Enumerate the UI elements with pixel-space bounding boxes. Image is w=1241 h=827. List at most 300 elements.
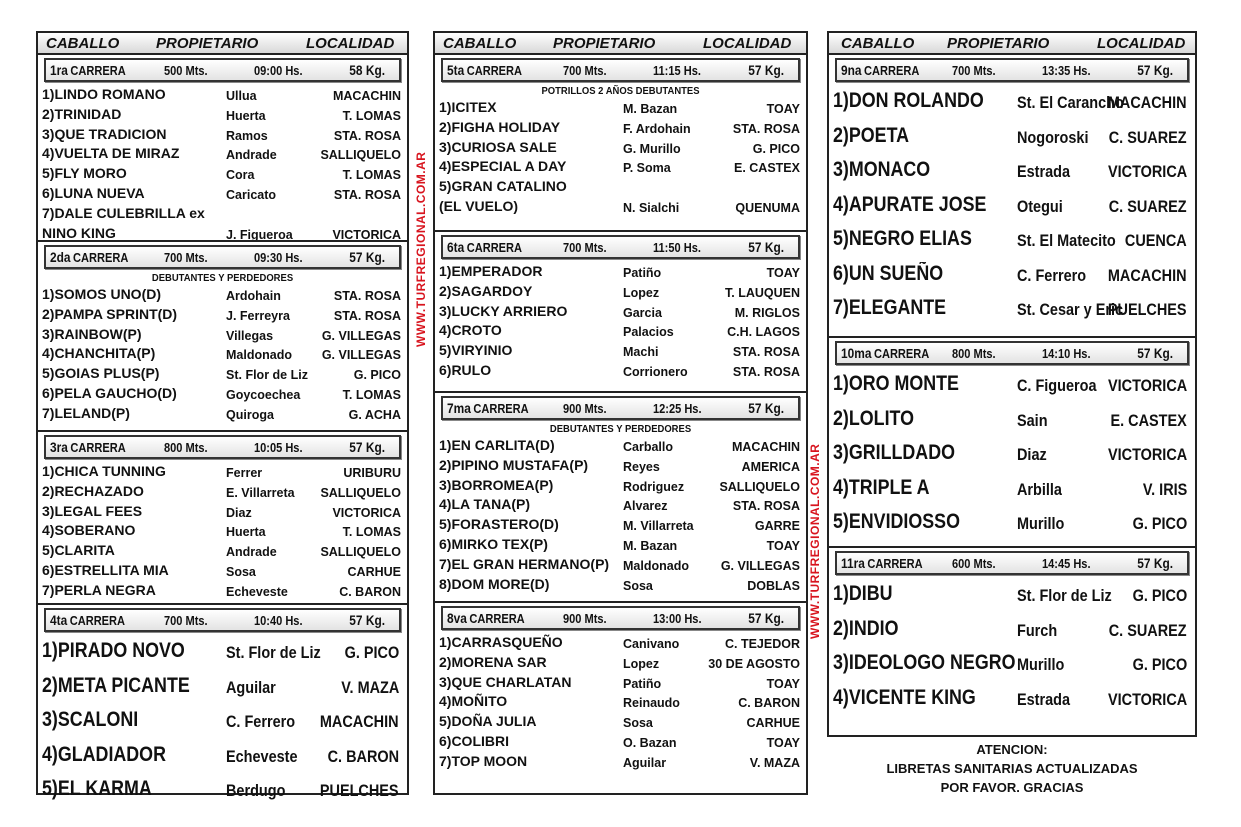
program-column-2 bbox=[433, 31, 808, 795]
horse-name: 4)APURATE JOSE bbox=[833, 192, 987, 216]
race-distance: 900 Mts. bbox=[563, 400, 607, 416]
horse-row bbox=[829, 292, 1195, 327]
horse-locality: C. SUAREZ bbox=[1109, 196, 1187, 216]
horse-row bbox=[435, 752, 806, 772]
horse-name: 4)GLADIADOR bbox=[42, 742, 166, 766]
horse-locality: VICTORICA bbox=[332, 505, 401, 520]
horse-owner: G. Murillo bbox=[623, 141, 681, 156]
horse-locality: MACACHIN bbox=[320, 712, 399, 731]
horse-locality: E. CASTEX bbox=[1110, 410, 1187, 430]
horse-row bbox=[38, 384, 407, 404]
header-caballo: CABALLO bbox=[46, 34, 120, 52]
horse-name: 3)MONACO bbox=[833, 158, 931, 181]
horse-owner: Quiroga bbox=[226, 407, 274, 422]
horse-row bbox=[38, 581, 407, 601]
horse-row bbox=[829, 368, 1195, 403]
horse-name: 3)SCALONI bbox=[42, 708, 139, 731]
horse-locality: STA. ROSA bbox=[333, 289, 401, 303]
race-distance: 700 Mts. bbox=[563, 62, 607, 78]
horse-locality: STA. ROSA bbox=[732, 499, 800, 514]
race-header bbox=[835, 341, 1189, 365]
race-distance: 800 Mts. bbox=[952, 345, 996, 361]
horse-name: 6)LUNA NUEVA bbox=[42, 184, 145, 201]
race-header bbox=[44, 245, 401, 269]
horse-locality: T. LOMAS bbox=[342, 168, 401, 183]
horse-locality: G. PICO bbox=[344, 643, 399, 662]
horse-owner: O. Bazan bbox=[623, 735, 677, 750]
horse-row bbox=[38, 670, 407, 705]
horse-locality: TOAY bbox=[766, 102, 800, 116]
race-number bbox=[50, 439, 126, 456]
horse-owner: Andrade bbox=[226, 545, 277, 560]
horse-owner: Carballo bbox=[623, 440, 674, 454]
horse-row bbox=[38, 85, 407, 105]
race-distance: 700 Mts. bbox=[952, 62, 996, 78]
horse-locality: G. PICO bbox=[752, 141, 800, 156]
horse-locality: TOAY bbox=[766, 538, 800, 553]
footer-line-2: LIBRETAS SANITARIAS ACTUALIZADAS bbox=[886, 761, 1138, 776]
horse-name: 1)ORO MONTE bbox=[833, 372, 959, 395]
race-time: 14:10 Hs. bbox=[1042, 345, 1091, 361]
horse-owner: Canivano bbox=[623, 637, 680, 651]
horse-owner: Maldonado bbox=[226, 348, 292, 363]
horse-name: 1)DIBU bbox=[833, 582, 893, 605]
race-weight: 57 Kg. bbox=[748, 400, 784, 416]
horse-name: 5)VIRYINIO bbox=[439, 342, 513, 359]
horse-name: 2)MORENA SAR bbox=[439, 653, 547, 670]
horse-owner: St. El Matecito bbox=[1017, 231, 1116, 250]
race-distance: 800 Mts. bbox=[164, 439, 208, 455]
horse-row bbox=[435, 575, 806, 595]
horse-name: 4)CHANCHITA(P) bbox=[42, 345, 156, 362]
race-time: 11:50 Hs. bbox=[653, 239, 701, 255]
horse-locality: CARHUE bbox=[347, 564, 401, 579]
horse-locality: PUELCHES bbox=[320, 781, 399, 800]
horse-name: 2)PAMPA SPRINT(D) bbox=[42, 305, 178, 322]
race-ordinal: 8va bbox=[447, 609, 467, 626]
program-column-1 bbox=[36, 31, 409, 800]
horse-name: 3)BORROMEA(P) bbox=[439, 476, 554, 493]
horse-owner: Villegas bbox=[226, 328, 274, 343]
horse-row bbox=[38, 404, 407, 424]
race-time: 09:30 Hs. bbox=[254, 249, 303, 265]
horse-row bbox=[38, 635, 407, 670]
horse-row bbox=[435, 712, 806, 732]
horse-locality: G. PICO bbox=[353, 368, 401, 383]
race-number bbox=[447, 62, 522, 79]
horse-locality: G. PICO bbox=[1132, 514, 1187, 533]
horse-name: 4)LA TANA(P) bbox=[439, 496, 530, 513]
race-time: 10:05 Hs. bbox=[254, 439, 303, 455]
horse-name: 2)PIPINO MUSTAFA(P) bbox=[439, 456, 589, 473]
horse-locality: MACACHIN bbox=[1108, 265, 1187, 285]
horse-owner: St. Flor de Liz bbox=[226, 368, 308, 383]
horse-name: 1)ICITEX bbox=[439, 99, 497, 115]
horse-locality: PUELCHES bbox=[1108, 300, 1187, 319]
horse-name: 5)ENVIDIOSSO bbox=[833, 510, 960, 533]
horse-row bbox=[829, 258, 1195, 293]
race-weight: 57 Kg. bbox=[349, 249, 385, 265]
race-number bbox=[841, 345, 929, 362]
race-ordinal: 4ta bbox=[50, 611, 68, 628]
horse-row bbox=[38, 482, 407, 502]
horse-row bbox=[435, 98, 806, 118]
horse-name: 1)CARRASQUEÑO bbox=[439, 634, 563, 650]
horse-name: 7)ELEGANTE bbox=[833, 296, 947, 319]
horse-name: 2)INDIO bbox=[833, 616, 899, 640]
horse-row bbox=[435, 118, 806, 138]
horse-owner: Andrade bbox=[226, 148, 277, 163]
horse-row bbox=[435, 692, 806, 712]
race-header bbox=[44, 608, 401, 632]
horse-locality: QUENUMA bbox=[735, 200, 800, 215]
horse-owner: Aguilar bbox=[226, 677, 276, 697]
column-header bbox=[829, 33, 1195, 55]
horse-owner: Sosa bbox=[623, 716, 653, 731]
race-header bbox=[441, 396, 800, 420]
horse-owner: Diaz bbox=[1017, 445, 1047, 464]
horse-locality: STA. ROSA bbox=[732, 364, 800, 379]
race-block bbox=[829, 336, 1195, 546]
horse-owner: St. Flor de Liz bbox=[1017, 586, 1112, 605]
horse-name: 4)MOÑITO bbox=[439, 693, 508, 710]
horse-row bbox=[435, 535, 806, 555]
horse-row bbox=[829, 403, 1195, 438]
horse-name: 1)EMPERADOR bbox=[439, 263, 543, 279]
horse-locality: G. VILLEGAS bbox=[720, 558, 800, 573]
horse-owner: Aguilar bbox=[623, 755, 667, 770]
horse-locality: STA. ROSA bbox=[732, 121, 800, 136]
horse-locality: T. LOMAS bbox=[342, 525, 401, 540]
race-label: CARRERA bbox=[473, 400, 529, 416]
horse-owner: Reyes bbox=[623, 459, 660, 474]
horse-name: 6)ESTRELLITA MIA bbox=[42, 561, 169, 578]
horse-locality: VICTORICA bbox=[1107, 376, 1187, 395]
horse-name: 7)TOP MOON bbox=[439, 752, 528, 769]
horse-owner: Sosa bbox=[226, 564, 256, 579]
horse-name: 2)SAGARDOY bbox=[439, 282, 533, 299]
horse-locality: C. BARON bbox=[327, 746, 399, 766]
race-weight: 57 Kg. bbox=[1137, 555, 1173, 571]
race-ordinal: 10ma bbox=[841, 344, 872, 361]
race-weight: 57 Kg. bbox=[349, 612, 385, 628]
horse-name: 4)VICENTE KING bbox=[833, 685, 976, 709]
horse-owner: C. Ferrero bbox=[226, 712, 296, 731]
horse-name: (EL VUELO) bbox=[439, 197, 519, 214]
race-header bbox=[441, 58, 800, 82]
horse-owner: Huerta bbox=[226, 525, 266, 540]
horse-name: 4)CROTO bbox=[439, 322, 502, 339]
horse-name: 4)TRIPLE A bbox=[833, 475, 930, 499]
footer-title: ATENCION: bbox=[976, 742, 1048, 757]
horse-owner: Nogoroski bbox=[1017, 127, 1089, 147]
race-ordinal: 5ta bbox=[447, 61, 465, 78]
race-label: CARRERA bbox=[73, 249, 129, 265]
horse-owner: St. El Carancho bbox=[1017, 93, 1124, 112]
horse-owner: Caricato bbox=[226, 187, 277, 202]
horse-row bbox=[435, 138, 806, 158]
column-header bbox=[435, 33, 806, 55]
race-label: CARRERA bbox=[867, 555, 923, 571]
horse-owner: Echeveste bbox=[226, 746, 298, 766]
horse-name: 5)FORASTERO(D) bbox=[439, 516, 559, 533]
race-header bbox=[441, 606, 800, 630]
horse-row bbox=[38, 561, 407, 581]
watermark-right: WWW.TURFREGIONAL.COM.AR bbox=[808, 443, 822, 639]
horse-owner: P. Soma bbox=[623, 161, 671, 176]
horse-owner: Alvarez bbox=[623, 499, 668, 514]
footer-line-3: POR FAVOR. GRACIAS bbox=[940, 780, 1084, 795]
horse-owner: Otegui bbox=[1017, 196, 1063, 216]
race-header bbox=[44, 435, 401, 459]
horse-owner: Ferrer bbox=[226, 466, 263, 480]
horse-owner: Murillo bbox=[1017, 655, 1065, 674]
race-label: CARRERA bbox=[69, 612, 125, 628]
horse-locality: SALLIQUELO bbox=[320, 148, 401, 163]
horse-owner: Ullua bbox=[226, 89, 257, 103]
race-label: CARRERA bbox=[70, 439, 126, 455]
horse-row bbox=[435, 197, 806, 217]
horse-locality: SALLIQUELO bbox=[320, 545, 401, 560]
race-block bbox=[435, 391, 806, 601]
horse-name: 1)LINDO ROMANO bbox=[42, 86, 166, 102]
race-weight: 57 Kg. bbox=[748, 239, 784, 255]
race-block bbox=[435, 230, 806, 391]
horse-owner: J. Figueroa bbox=[226, 227, 293, 242]
horse-row bbox=[435, 456, 806, 476]
horse-name: 3)QUE TRADICION bbox=[42, 125, 167, 142]
horse-name: 5)NEGRO ELIAS bbox=[833, 227, 972, 250]
horse-row bbox=[829, 578, 1195, 613]
horse-name: 3)GRILLDADO bbox=[833, 441, 955, 464]
horse-owner: Diaz bbox=[226, 505, 252, 520]
race-number bbox=[50, 62, 126, 79]
horse-locality: STA. ROSA bbox=[333, 128, 401, 143]
horse-owner: Lopez bbox=[623, 656, 660, 671]
race-number bbox=[447, 400, 529, 417]
race-time: 12:25 Hs. bbox=[653, 400, 702, 416]
horse-row bbox=[829, 647, 1195, 682]
horse-owner: Murillo bbox=[1017, 514, 1065, 533]
horse-name: 3)QUE CHARLATAN bbox=[439, 673, 572, 690]
horse-locality: MACACHIN bbox=[332, 89, 401, 103]
horse-row bbox=[38, 144, 407, 164]
horse-name: 2)META PICANTE bbox=[42, 673, 190, 697]
race-number bbox=[447, 610, 525, 627]
horse-owner: Ardohain bbox=[226, 289, 281, 303]
horse-name: 7)DALE CULEBRILLA ex bbox=[42, 204, 205, 221]
horse-locality: STA. ROSA bbox=[333, 308, 401, 323]
race-distance: 700 Mts. bbox=[164, 612, 208, 628]
horse-owner: Estrada bbox=[1017, 689, 1071, 709]
race-header bbox=[441, 235, 800, 259]
horse-row bbox=[435, 495, 806, 515]
horse-name: 1)SOMOS UNO(D) bbox=[42, 286, 161, 302]
horse-row bbox=[38, 125, 407, 145]
horse-row bbox=[38, 305, 407, 325]
horse-locality: VICTORICA bbox=[1107, 162, 1187, 181]
horse-locality: MACACHIN bbox=[731, 440, 800, 454]
horse-row bbox=[38, 184, 407, 204]
horse-name: 3)LEGAL FEES bbox=[42, 502, 143, 519]
horse-name: 5)GRAN CATALINO bbox=[439, 178, 567, 195]
race-block bbox=[829, 58, 1195, 336]
horse-owner: Machi bbox=[623, 345, 659, 360]
race-label: CARRERA bbox=[864, 62, 920, 78]
footer-notice bbox=[828, 740, 1196, 797]
race-number bbox=[50, 612, 125, 629]
horse-owner: Berdugo bbox=[226, 781, 286, 800]
horse-row bbox=[829, 85, 1195, 120]
horse-owner: Huerta bbox=[226, 108, 266, 123]
horse-name: 5)FLY MORO bbox=[42, 165, 127, 182]
horse-name: 6)MIRKO TEX(P) bbox=[439, 535, 548, 552]
horse-owner: St. Cesar y Eric bbox=[1017, 300, 1124, 319]
header-localidad: LOCALIDAD bbox=[703, 34, 792, 52]
horse-owner: Corrionero bbox=[623, 364, 688, 379]
horse-locality: TOAY bbox=[766, 266, 800, 280]
horse-row bbox=[38, 344, 407, 364]
horse-name: 4)ESPECIAL A DAY bbox=[439, 158, 567, 175]
horse-name: 1)CHICA TUNNING bbox=[42, 463, 166, 479]
horse-row bbox=[435, 321, 806, 341]
horse-row bbox=[435, 282, 806, 302]
horse-row bbox=[38, 105, 407, 125]
race-weight: 57 Kg. bbox=[748, 62, 784, 78]
horse-owner: Rodriguez bbox=[623, 479, 685, 494]
race-ordinal: 1ra bbox=[50, 61, 68, 78]
horse-owner: Lopez bbox=[623, 285, 660, 300]
program-column-3 bbox=[827, 31, 1197, 737]
horse-row bbox=[38, 325, 407, 345]
horse-name: 7)LELAND(P) bbox=[42, 404, 130, 421]
race-label: CARRERA bbox=[70, 62, 126, 78]
horse-name: 1)EN CARLITA(D) bbox=[439, 437, 555, 453]
header-localidad: LOCALIDAD bbox=[306, 34, 395, 52]
horse-name: 5)CLARITA bbox=[42, 542, 115, 559]
horse-locality: G. PICO bbox=[1132, 586, 1187, 605]
horse-owner: C. Ferrero bbox=[1017, 265, 1087, 285]
header-propietario: PROPIETARIO bbox=[947, 34, 1050, 52]
horse-locality: C. TEJEDOR bbox=[724, 637, 800, 651]
race-block bbox=[38, 603, 407, 800]
horse-name: NINO KING bbox=[42, 224, 116, 241]
column-header bbox=[38, 33, 407, 55]
horse-row bbox=[829, 154, 1195, 189]
horse-owner: Patiño bbox=[623, 676, 662, 691]
horse-row bbox=[435, 361, 806, 381]
race-number bbox=[50, 249, 128, 266]
horse-locality: V. IRIS bbox=[1142, 479, 1187, 499]
race-time: 14:45 Hs. bbox=[1042, 555, 1091, 571]
race-label: CARRERA bbox=[466, 62, 522, 78]
horse-row bbox=[435, 341, 806, 361]
horse-locality: STA. ROSA bbox=[333, 187, 401, 202]
horse-owner: M. Villarreta bbox=[623, 519, 694, 534]
horse-locality: CARHUE bbox=[746, 716, 800, 731]
race-label: CARRERA bbox=[469, 610, 525, 626]
race-number bbox=[841, 555, 923, 572]
race-condition: DEBUTANTES Y PERDEDORES bbox=[549, 423, 692, 435]
race-ordinal: 3ra bbox=[50, 438, 68, 455]
horse-owner: Patiño bbox=[623, 266, 662, 280]
horse-locality: TOAY bbox=[766, 676, 800, 691]
horse-name: 3)CURIOSA SALE bbox=[439, 138, 557, 155]
horse-owner: Reinaudo bbox=[623, 696, 680, 711]
horse-row bbox=[38, 739, 407, 774]
watermark-left: WWW.TURFREGIONAL.COM.AR bbox=[414, 151, 428, 347]
race-ordinal: 7ma bbox=[447, 399, 471, 416]
horse-row bbox=[435, 673, 806, 693]
horse-owner: Garcia bbox=[623, 305, 662, 320]
race-distance: 700 Mts. bbox=[563, 239, 607, 255]
horse-name: 2)LOLITO bbox=[833, 406, 914, 430]
horse-locality: V. MAZA bbox=[749, 755, 800, 770]
race-block bbox=[829, 546, 1195, 726]
horse-locality: CUENCA bbox=[1125, 231, 1187, 250]
horse-row bbox=[38, 704, 407, 739]
race-weight: 57 Kg. bbox=[748, 610, 784, 626]
horse-row bbox=[38, 164, 407, 184]
horse-row bbox=[829, 223, 1195, 258]
race-block bbox=[435, 601, 806, 777]
race-distance: 500 Mts. bbox=[164, 62, 208, 78]
horse-name: 2)TRINIDAD bbox=[42, 105, 122, 122]
horse-locality: VICTORICA bbox=[1107, 689, 1187, 709]
race-ordinal: 2da bbox=[50, 248, 71, 265]
header-caballo: CABALLO bbox=[443, 34, 517, 52]
race-time: 10:40 Hs. bbox=[254, 612, 303, 628]
horse-locality: STA. ROSA bbox=[732, 345, 800, 360]
horse-locality: GARRE bbox=[754, 519, 800, 534]
race-weight: 57 Kg. bbox=[349, 439, 385, 455]
horse-locality: T. LAUQUEN bbox=[725, 285, 800, 300]
horse-locality: C. SUAREZ bbox=[1109, 620, 1187, 640]
race-block bbox=[435, 58, 806, 230]
horse-name: 1)DON ROLANDO bbox=[833, 89, 984, 112]
race-block bbox=[38, 58, 407, 240]
horse-name: 5)EL KARMA bbox=[42, 777, 152, 800]
horse-owner: Sosa bbox=[623, 578, 653, 593]
race-time: 11:15 Hs. bbox=[653, 62, 701, 78]
horse-name: 3)IDEOLOGO NEGRO bbox=[833, 651, 1016, 674]
horse-row bbox=[38, 502, 407, 522]
horse-owner: Furch bbox=[1017, 620, 1058, 640]
horse-locality: M. RIGLOS bbox=[734, 305, 800, 320]
horse-row bbox=[38, 285, 407, 305]
horse-owner: Goycoechea bbox=[226, 387, 301, 402]
race-header bbox=[44, 58, 401, 82]
horse-owner: Estrada bbox=[1017, 162, 1071, 181]
horse-row bbox=[435, 476, 806, 496]
horse-name: 6)RULO bbox=[439, 361, 492, 378]
race-ordinal: 6ta bbox=[447, 238, 465, 255]
horse-owner: F. Ardohain bbox=[623, 121, 691, 136]
race-block bbox=[38, 240, 407, 430]
horse-locality: V. MAZA bbox=[340, 677, 399, 697]
horse-name: 7)PERLA NEGRA bbox=[42, 581, 156, 598]
horse-row bbox=[435, 177, 806, 197]
horse-locality: G. VILLEGAS bbox=[321, 328, 401, 343]
horse-locality: MACACHIN bbox=[1108, 93, 1187, 112]
header-propietario: PROPIETARIO bbox=[156, 34, 259, 52]
horse-locality: DOBLAS bbox=[747, 578, 800, 593]
horse-name: 3)RAINBOW(P) bbox=[42, 325, 142, 342]
race-number bbox=[447, 239, 522, 256]
race-label: CARRERA bbox=[873, 345, 930, 361]
horse-locality: VICTORICA bbox=[332, 227, 401, 242]
horse-name: 7)EL GRAN HERMANO(P) bbox=[439, 555, 610, 572]
